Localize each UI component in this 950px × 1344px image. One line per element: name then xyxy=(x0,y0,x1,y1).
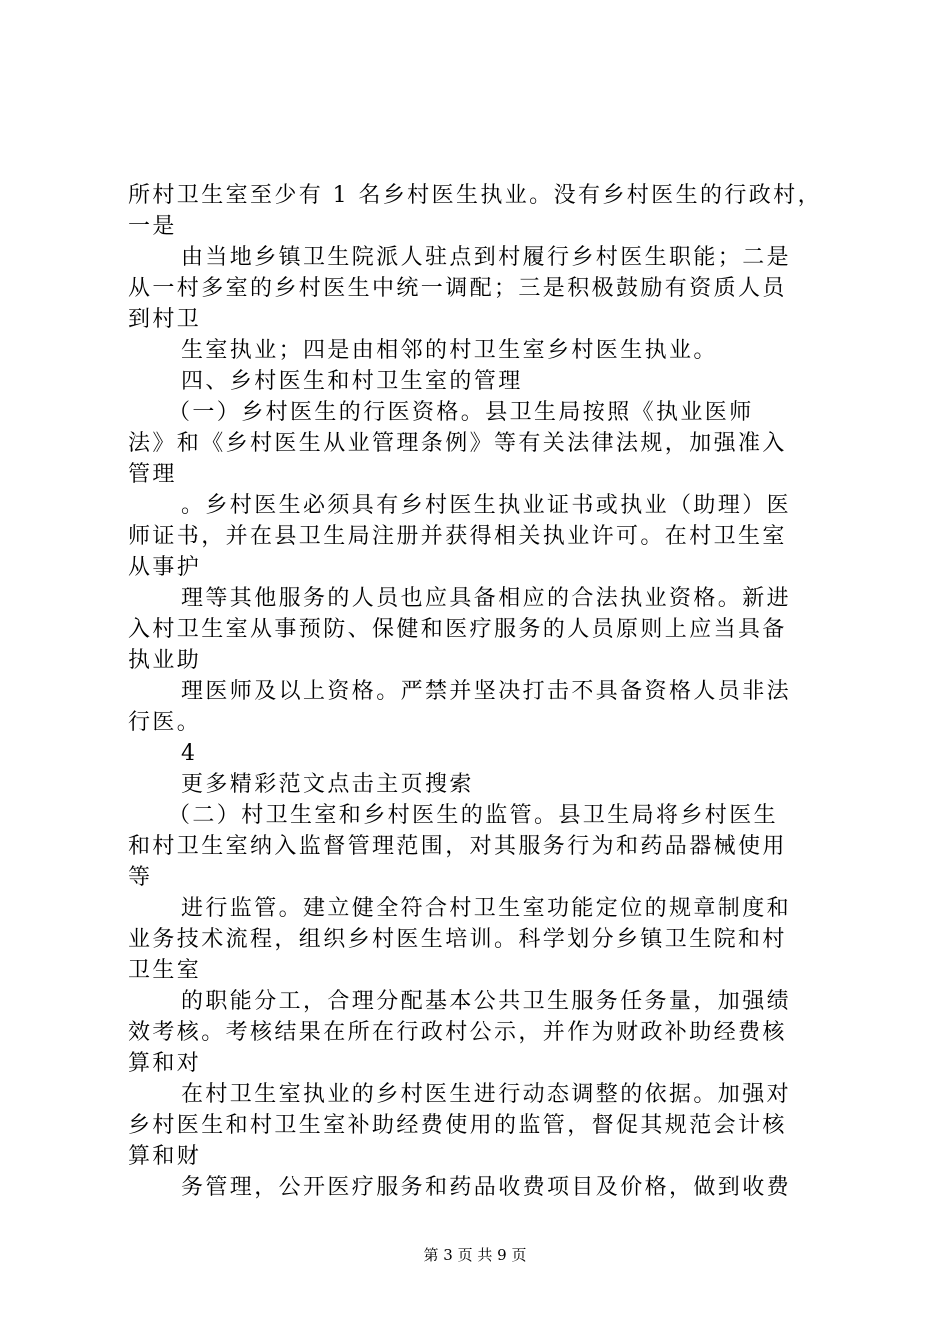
text-line: 和村卫生室纳入监督管理范围，对其服务行为和药品器械使用 xyxy=(128,834,787,859)
text-line: 业务技术流程，组织乡村医生培训。科学划分乡镇卫生院和村 xyxy=(128,927,787,952)
text-line: 进行监管。建立健全符合村卫生室功能定位的规章制度和 xyxy=(181,896,792,921)
text-line: 入村卫生室从事预防、保健和医疗服务的人员原则上应当具备 xyxy=(128,617,787,642)
text-line: 的职能分工，合理分配基本公共卫生服务任务量，加强绩 xyxy=(181,989,792,1014)
text-line: 算和财 xyxy=(128,1144,202,1169)
text-line: 务管理，公开医疗服务和药品收费项目及价格，做到收费 xyxy=(181,1175,792,1200)
text-line: 效考核。考核结果在所在行政村公示，并作为财政补助经费核 xyxy=(128,1020,787,1045)
text-line: 从事护 xyxy=(128,555,202,580)
text-line: 管理 xyxy=(128,462,177,487)
text-line: 生室执业；四是由相邻的村卫生室乡村医生执业。 xyxy=(181,338,718,363)
text-line: 算和对 xyxy=(128,1051,202,1076)
text-line: （一）乡村医生的行医资格。县卫生局按照《执业医师 xyxy=(168,400,754,425)
text-line: 在村卫生室执业的乡村医生进行动态调整的依据。加强对 xyxy=(181,1082,792,1107)
text-line: 执业助 xyxy=(128,648,202,673)
text-line: （二）村卫生室和乡村医生的监管。县卫生局将乡村医生 xyxy=(168,803,779,828)
document-body xyxy=(128,180,840,1203)
text-line: 师证书，并在县卫生局注册并获得相关执业许可。在村卫生室 xyxy=(128,524,787,549)
text-line: 到村卫 xyxy=(128,307,202,332)
text-line: 等 xyxy=(128,865,153,890)
text-line: 从一村多室的乡村医生中统一调配；三是积极鼓励有资质人员 xyxy=(128,276,787,301)
inline-page-number: 4 xyxy=(181,741,198,766)
text-line: 乡村医生和村卫生室补助经费使用的监管，督促其规范会计核 xyxy=(128,1113,787,1138)
promo-text: 更多精彩范文点击主页搜索 xyxy=(181,772,474,797)
text-line: 由当地乡镇卫生院派人驻点到村履行乡村医生职能；二是 xyxy=(181,245,792,270)
text-line: 一是 xyxy=(128,214,177,239)
text-line: 法》和《乡村医生从业管理条例》等有关法律法规，加强准入 xyxy=(128,431,787,456)
text-line: 。乡村医生必须具有乡村医生执业证书或执业（助理）医 xyxy=(181,493,792,518)
text-line: 卫生室 xyxy=(128,958,202,983)
section-heading: 四、乡村医生和村卫生室的管理 xyxy=(181,369,523,394)
page-footer: 第 3 页 共 9 页 xyxy=(423,1246,527,1264)
text-line: 所村卫生室至少有 1 名乡村医生执业。没有乡村医生的行政村， xyxy=(128,183,822,208)
text-line: 理医师及以上资格。严禁并坚决打击不具备资格人员非法 xyxy=(181,679,792,704)
text-line: 行医。 xyxy=(128,710,202,735)
text-line: 理等其他服务的人员也应具备相应的合法执业资格。新进 xyxy=(181,586,792,611)
